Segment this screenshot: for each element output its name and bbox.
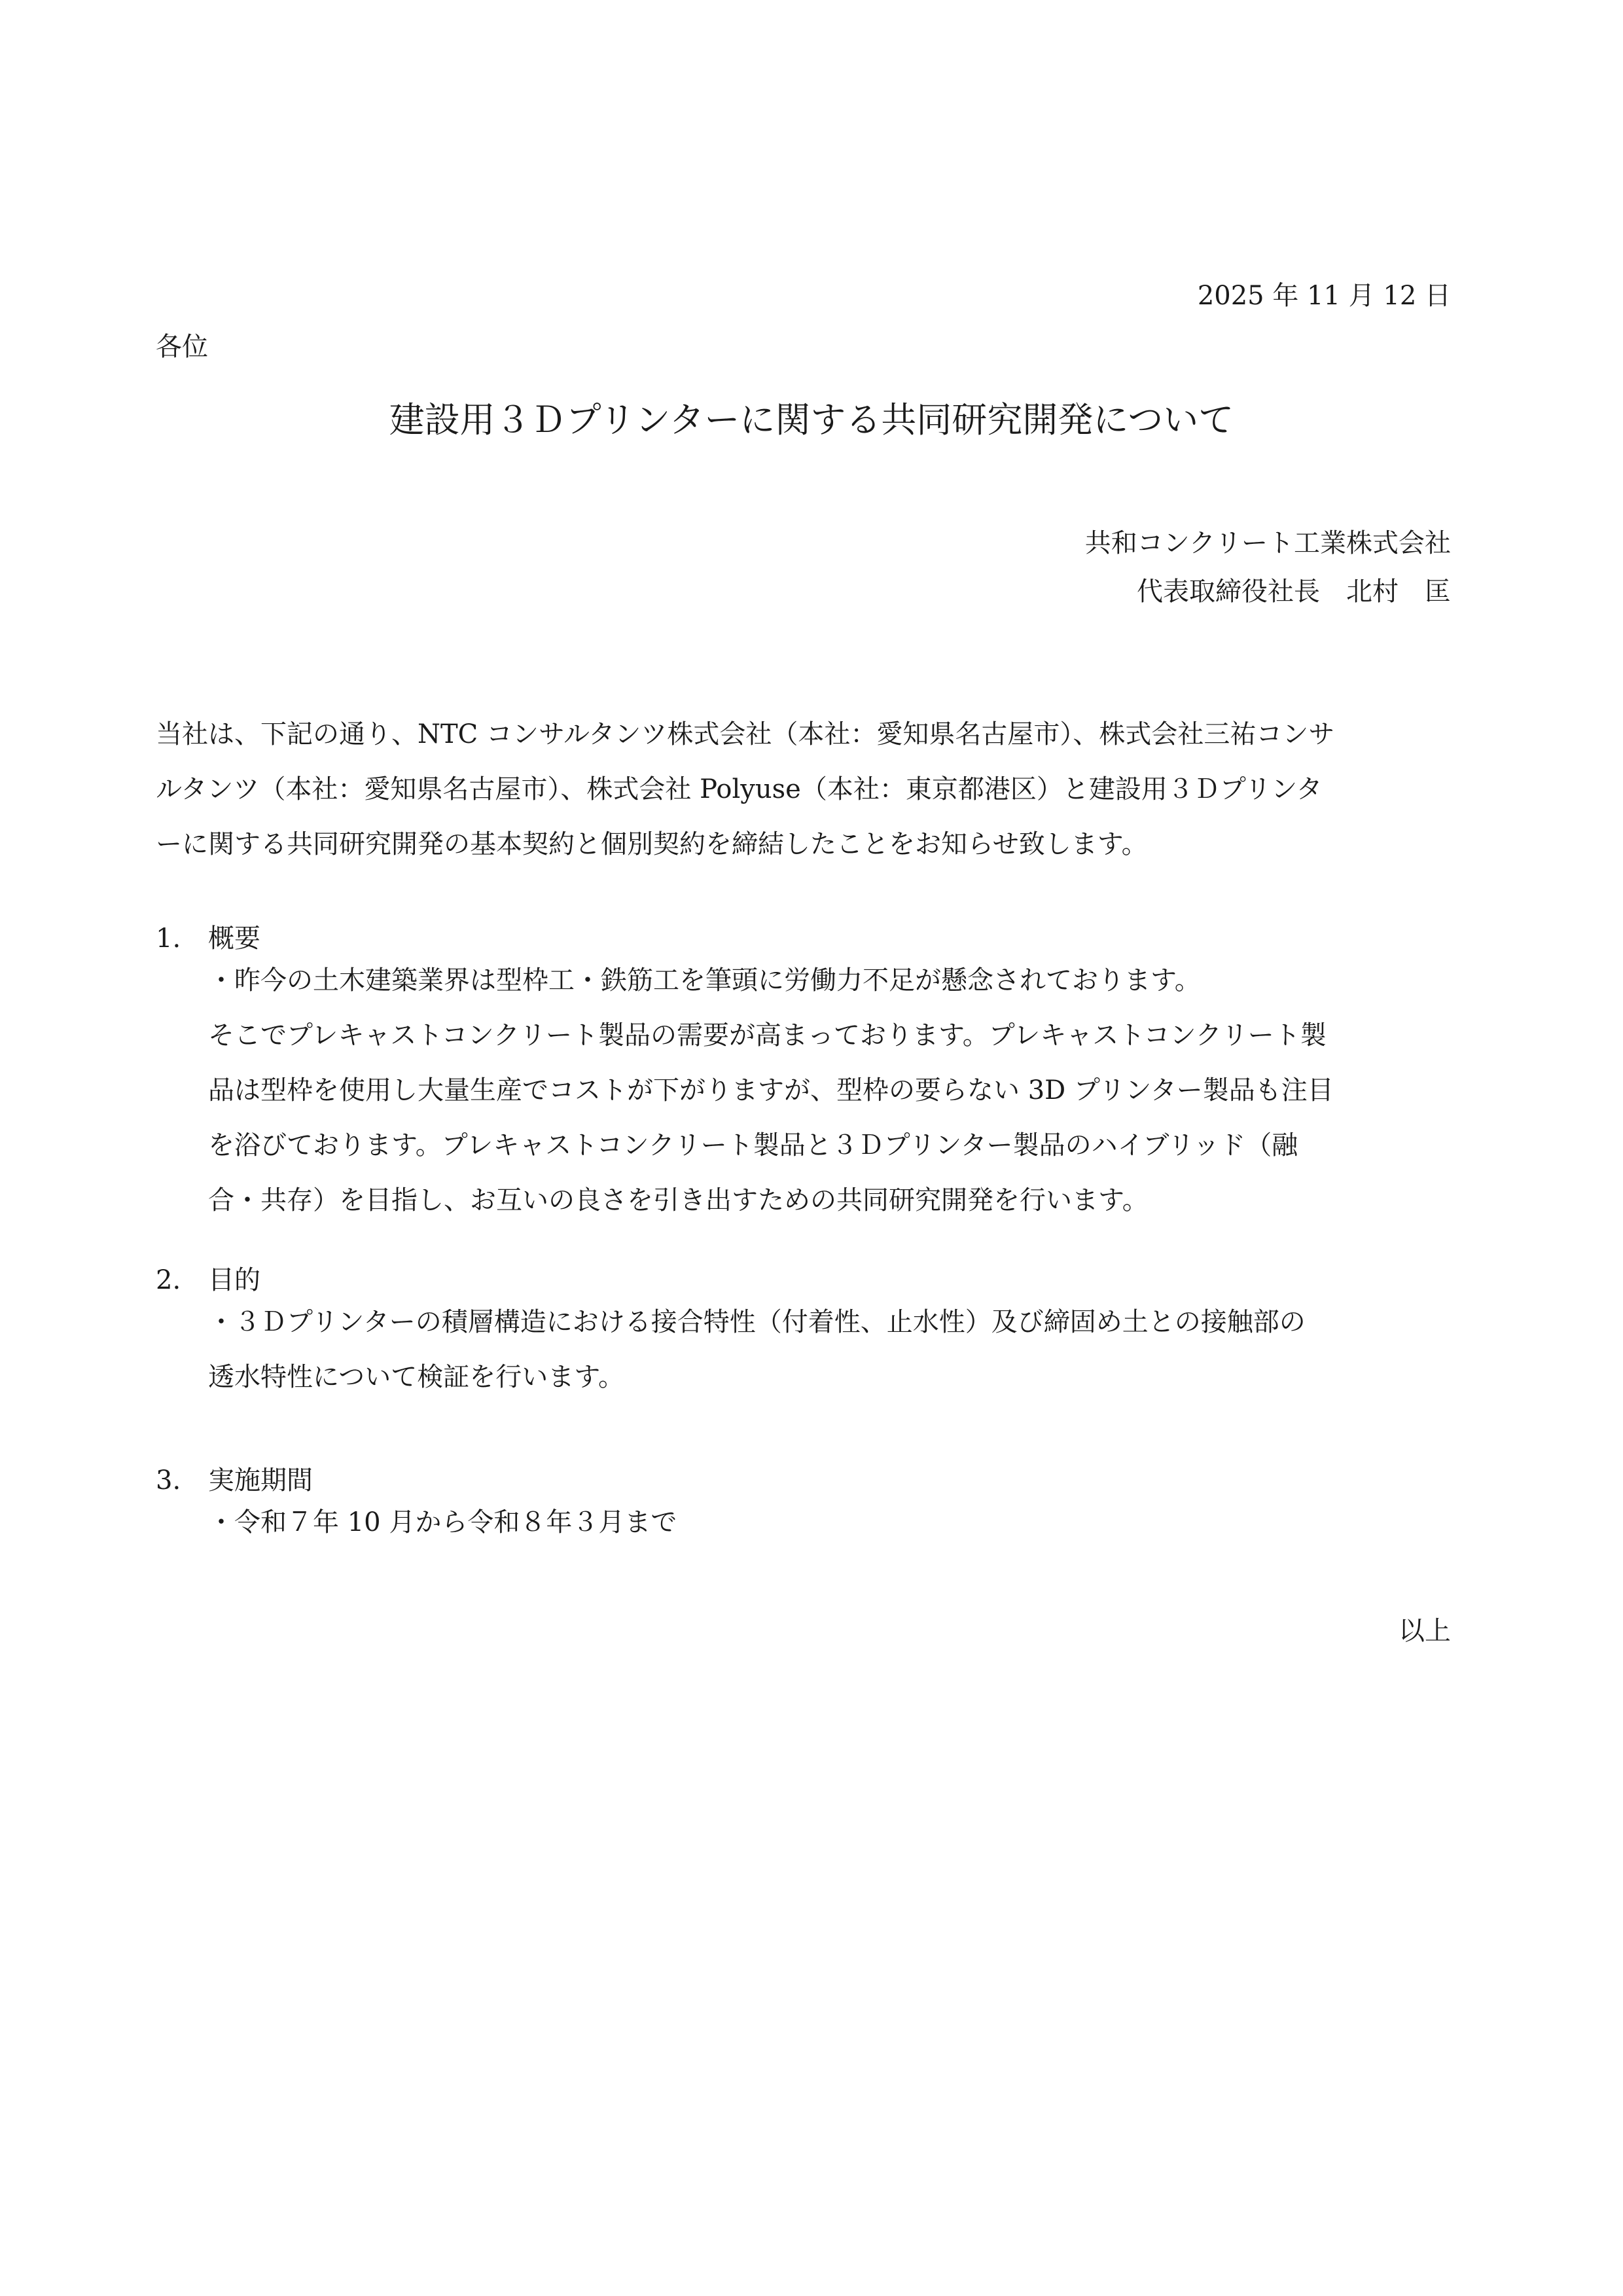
document-title: 建設用３Ｄプリンターに関する共同研究開発について xyxy=(389,399,1234,440)
section-line: 合・共存）を目指し、お互いの良さを引き出すための共同研究開発を行います。 xyxy=(208,1185,1149,1215)
section-line: ・３Ｄプリンターの積層構造における接合特性（付着性、止水性）及び締固め土との接触部の xyxy=(208,1307,1306,1337)
section-number: 3. xyxy=(156,1465,181,1496)
section-line: ・令和７年 10 月から令和８年３月まで xyxy=(208,1507,677,1537)
section-line: を浴びております。プレキャストコンクリート製品と３Ｄプリンター製品のハイブリッド（融 xyxy=(208,1130,1298,1160)
section-number: 1. xyxy=(156,924,181,954)
addressee: 各位 xyxy=(156,332,208,362)
section-line: ・昨今の土木建築業界は型枠工・鉄筋工を筆頭に労働力不足が懸念されております。 xyxy=(208,965,1201,996)
section-line: そこでプレキャストコンクリート製品の需要が高まっております。プレキャストコンクリート製 xyxy=(208,1020,1327,1050)
section-line: 品は型枠を使用し大量生産でコストが下がりますが、型枠の要らない 3D プリンター製品も注目 xyxy=(208,1075,1334,1105)
issuer-company: 共和コンクリート工業株式会社 xyxy=(1084,528,1451,558)
section-title-period: 実施期間 xyxy=(208,1465,313,1496)
intro-line: 当社は、下記の通り、NTC コンサルタンツ株式会社（本社：愛知県名古屋市）、株式会社三祐コンサ xyxy=(156,719,1335,749)
section-title-overview: 概要 xyxy=(208,924,260,954)
intro-line: ルタンツ（本社：愛知県名古屋市）、株式会社 Polyuse（本社：東京都港区）と建設用３Ｄプリンタ xyxy=(156,774,1323,804)
issuer-representative: 代表取締役社長 北村 匡 xyxy=(1137,577,1451,607)
section-body-overview xyxy=(208,953,1465,1228)
closing: 以上 xyxy=(1399,1616,1451,1646)
intro-paragraph xyxy=(156,707,1465,872)
section-line: 透水特性について検証を行います。 xyxy=(208,1362,624,1392)
section-title-purpose: 目的 xyxy=(208,1265,260,1295)
section-number: 2. xyxy=(156,1265,181,1295)
document-date: 2025 年 11 月 12 日 xyxy=(1197,281,1451,311)
intro-line: ーに関する共同研究開発の基本契約と個別契約を締結したことをお知らせ致します。 xyxy=(156,829,1148,859)
section-body-purpose xyxy=(208,1295,1465,1405)
section-body-period xyxy=(208,1495,1465,1550)
